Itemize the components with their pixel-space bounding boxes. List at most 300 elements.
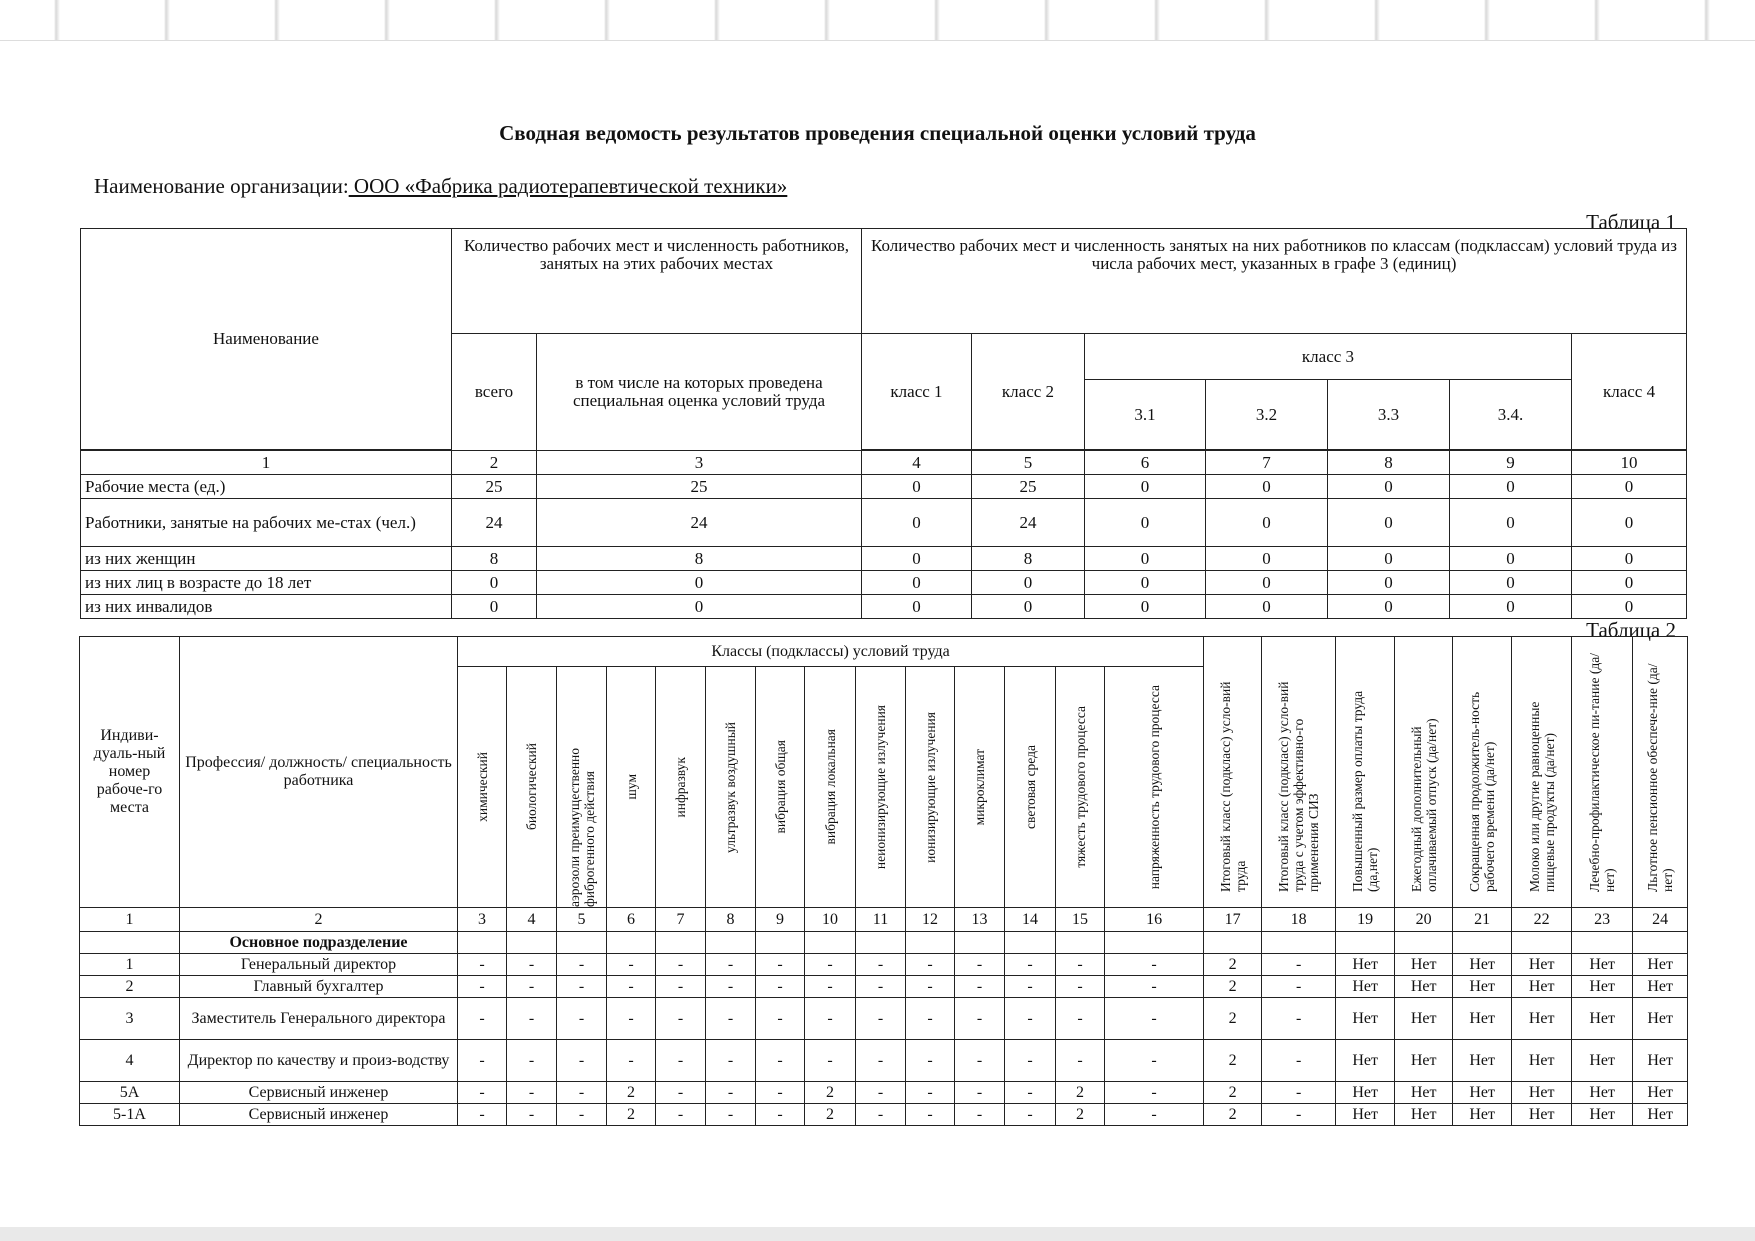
cell-value: - <box>1105 1104 1204 1126</box>
cell-value: Нет <box>1336 954 1395 976</box>
cell-value: 25 <box>452 475 537 499</box>
col-num: 11 <box>856 908 906 932</box>
cell-value: - <box>507 1040 557 1082</box>
cell-value: Нет <box>1512 1040 1572 1082</box>
col-num: 5 <box>972 451 1085 475</box>
empty-cell <box>756 932 805 954</box>
cell-value: 0 <box>1328 547 1450 571</box>
col-num: 18 <box>1262 908 1336 932</box>
col-num: 2 <box>452 451 537 475</box>
cell-value: 0 <box>1206 595 1328 619</box>
cell-value: 0 <box>1206 571 1328 595</box>
cell-value: - <box>1005 976 1056 998</box>
cell-value: 0 <box>1328 475 1450 499</box>
cell-value: - <box>557 998 607 1040</box>
cell-value: 0 <box>452 595 537 619</box>
col-num: 7 <box>1206 451 1328 475</box>
header-factor: инфразвук <box>656 667 706 908</box>
cell-value: - <box>557 976 607 998</box>
cell-value: 0 <box>1572 547 1687 571</box>
cell-value: - <box>1262 1040 1336 1082</box>
cell-value: Нет <box>1512 954 1572 976</box>
empty-cell <box>955 932 1005 954</box>
cell-value: Нет <box>1572 1082 1633 1104</box>
cell-value: 0 <box>1085 475 1206 499</box>
cell-value: 0 <box>862 595 972 619</box>
cell-value: Нет <box>1633 1082 1688 1104</box>
cell-value: Нет <box>1512 998 1572 1040</box>
scan-bottom-edge <box>0 1227 1755 1241</box>
row-label: из них лиц в возрасте до 18 лет <box>81 571 452 595</box>
col-num: 4 <box>862 451 972 475</box>
empty-cell <box>805 932 856 954</box>
empty-cell <box>80 932 180 954</box>
cell-value: Нет <box>1512 1104 1572 1126</box>
cell-value: 0 <box>1572 595 1687 619</box>
header-extra: Льготное пенсионное обеспече-ние (да/нет) <box>1633 637 1688 908</box>
workplace-id: 2 <box>80 976 180 998</box>
col-num: 10 <box>1572 451 1687 475</box>
cell-value: - <box>906 1104 955 1126</box>
cell-value: - <box>1105 1040 1204 1082</box>
header-extra: Ежегодный дополнительный оплачиваемый отпуск (да/нет) <box>1395 637 1453 908</box>
cell-value: 0 <box>972 595 1085 619</box>
cell-value: 0 <box>1328 571 1450 595</box>
cell-value: - <box>458 1104 507 1126</box>
empty-cell <box>1336 932 1395 954</box>
cell-value: - <box>656 1104 706 1126</box>
cell-value: - <box>607 954 656 976</box>
cell-value: - <box>1005 1040 1056 1082</box>
cell-value: - <box>1262 976 1336 998</box>
header-workplace-id: Индиви-дуаль-ный номер рабоче-го места <box>80 637 180 908</box>
cell-value: 0 <box>537 595 862 619</box>
cell-value: - <box>955 1040 1005 1082</box>
header-class4: класс 4 <box>1572 334 1687 450</box>
col-num: 8 <box>1328 451 1450 475</box>
empty-cell <box>458 932 507 954</box>
row-label: из них женщин <box>81 547 452 571</box>
workplace-id: 3 <box>80 998 180 1040</box>
cell-value: - <box>856 1104 906 1126</box>
profession: Генеральный директор <box>180 954 458 976</box>
cell-value: 2 <box>1204 954 1262 976</box>
cell-value: - <box>557 954 607 976</box>
profession: Сервисный инженер <box>180 1104 458 1126</box>
empty-cell <box>706 932 756 954</box>
row-label: Работники, занятые на рабочих ме-стах (чел.) <box>81 499 452 547</box>
cell-value: 24 <box>452 499 537 547</box>
cell-value: Нет <box>1572 998 1633 1040</box>
cell-value: - <box>557 1040 607 1082</box>
cell-value: 0 <box>862 571 972 595</box>
col-num: 4 <box>507 908 557 932</box>
cell-value: 2 <box>1204 976 1262 998</box>
header-factor: шум <box>607 667 656 908</box>
cell-value: - <box>1005 1104 1056 1126</box>
organization-label: Наименование организации: <box>94 174 349 198</box>
cell-value: - <box>805 954 856 976</box>
cell-value: - <box>706 998 756 1040</box>
cell-value: Нет <box>1572 1104 1633 1126</box>
organization-line <box>94 174 787 199</box>
cell-value: 2 <box>1204 1082 1262 1104</box>
cell-value: 0 <box>1572 475 1687 499</box>
col-num: 12 <box>906 908 955 932</box>
col-num: 24 <box>1633 908 1688 932</box>
header-class1: класс 1 <box>862 334 972 450</box>
empty-cell <box>1105 932 1204 954</box>
cell-value: Нет <box>1336 998 1395 1040</box>
cell-value: - <box>656 954 706 976</box>
cell-value: - <box>656 1040 706 1082</box>
cell-value: - <box>458 1040 507 1082</box>
cell-value: 0 <box>1085 571 1206 595</box>
empty-cell <box>906 932 955 954</box>
cell-value: - <box>458 1082 507 1104</box>
empty-cell <box>607 932 656 954</box>
cell-value: - <box>557 1082 607 1104</box>
cell-value: - <box>706 954 756 976</box>
header-c33: 3.3 <box>1328 380 1450 450</box>
workplace-table-body <box>80 908 1688 1126</box>
table-row <box>80 998 1688 1040</box>
column-number-row <box>80 908 1688 932</box>
cell-value: 0 <box>1085 499 1206 547</box>
cell-value: - <box>955 1082 1005 1104</box>
workplace-id: 5-1А <box>80 1104 180 1126</box>
cell-value: - <box>706 1040 756 1082</box>
cell-value: - <box>507 976 557 998</box>
cell-value: Нет <box>1633 1104 1688 1126</box>
cell-value: 25 <box>537 475 862 499</box>
cell-value: - <box>1262 998 1336 1040</box>
cell-value: - <box>656 1082 706 1104</box>
cell-value: Нет <box>1633 998 1688 1040</box>
cell-value: 0 <box>1450 571 1572 595</box>
col-num: 3 <box>537 451 862 475</box>
empty-cell <box>557 932 607 954</box>
header-classes: Классы (подклассы) условий труда <box>458 637 1204 667</box>
col-num: 3 <box>458 908 507 932</box>
cell-value: - <box>1262 1104 1336 1126</box>
cell-value: - <box>1056 1040 1105 1082</box>
cell-value: Нет <box>1395 954 1453 976</box>
empty-cell <box>1453 932 1512 954</box>
cell-value: 0 <box>1450 595 1572 619</box>
cell-value: 0 <box>1206 547 1328 571</box>
table-row <box>81 475 1687 499</box>
cell-value: - <box>607 976 656 998</box>
row-label: из них инвалидов <box>81 595 452 619</box>
profession: Главный бухгалтер <box>180 976 458 998</box>
cell-value: Нет <box>1395 976 1453 998</box>
workplace-id: 1 <box>80 954 180 976</box>
cell-value: - <box>756 998 805 1040</box>
cell-value: - <box>1105 976 1204 998</box>
cell-value: Нет <box>1512 1082 1572 1104</box>
header-factor: химический <box>458 667 507 908</box>
empty-cell <box>1056 932 1105 954</box>
empty-cell <box>656 932 706 954</box>
cell-value: 2 <box>1056 1082 1105 1104</box>
col-num: 14 <box>1005 908 1056 932</box>
cell-value: 0 <box>1450 547 1572 571</box>
column-number-row <box>81 451 1687 475</box>
cell-value: - <box>805 1040 856 1082</box>
empty-cell <box>1512 932 1572 954</box>
cell-value: - <box>1105 954 1204 976</box>
header-c34: 3.4. <box>1450 380 1572 450</box>
cell-value: Нет <box>1395 1104 1453 1126</box>
cell-value: Нет <box>1453 1040 1512 1082</box>
header-factor: аэрозоли преимущественно фиброгенного действия <box>557 667 607 908</box>
cell-value: 8 <box>452 547 537 571</box>
cell-value: - <box>906 954 955 976</box>
cell-value: - <box>856 954 906 976</box>
summary-table-body <box>81 475 1687 619</box>
document-title: Сводная ведомость результатов проведения специальной оценки условий труда <box>499 121 1256 145</box>
col-num: 21 <box>1453 908 1512 932</box>
profession: Заместитель Генерального директора <box>180 998 458 1040</box>
cell-value: 0 <box>1450 499 1572 547</box>
header-by-class: Количество рабочих мест и численность занятых на них работников по классам (подклассам) условий труда из числа рабочих мест, указанных в графе 3 (единиц) <box>862 229 1687 334</box>
table2-label: Таблица 2 <box>1586 618 1676 642</box>
col-num: 8 <box>706 908 756 932</box>
cell-value: - <box>856 1040 906 1082</box>
cell-value: - <box>1005 998 1056 1040</box>
table-row <box>80 1082 1688 1104</box>
col-num: 1 <box>80 908 180 932</box>
cell-value: - <box>955 1104 1005 1126</box>
col-num: 19 <box>1336 908 1395 932</box>
header-factor: вибрация общая <box>756 667 805 908</box>
cell-value: - <box>1105 1082 1204 1104</box>
header-factor: неионизирующие излучения <box>856 667 906 908</box>
col-num: 22 <box>1512 908 1572 932</box>
cell-value: Нет <box>1572 1040 1633 1082</box>
cell-value: 0 <box>452 571 537 595</box>
empty-cell <box>1204 932 1262 954</box>
table-row <box>80 954 1688 976</box>
header-extra: Сокращенная продолжитель-ность рабочего времени (да/нет) <box>1453 637 1512 908</box>
cell-value: - <box>906 1082 955 1104</box>
cell-value: Нет <box>1633 1040 1688 1082</box>
cell-value: - <box>706 1104 756 1126</box>
header-factor: световая среда <box>1005 667 1056 908</box>
col-num: 16 <box>1105 908 1204 932</box>
binding-holes <box>0 0 1755 41</box>
header-extra: Лечебно-профилактическое пи-тание (да/нет) <box>1572 637 1633 908</box>
cell-value: - <box>856 998 906 1040</box>
cell-value: 2 <box>1204 1104 1262 1126</box>
cell-value: - <box>458 954 507 976</box>
cell-value: 2 <box>1204 998 1262 1040</box>
cell-value: - <box>856 1082 906 1104</box>
header-c32: 3.2 <box>1206 380 1328 450</box>
header-factor: тяжесть трудового процесса <box>1056 667 1105 908</box>
section-row <box>80 932 1688 954</box>
cell-value: - <box>756 976 805 998</box>
cell-value: Нет <box>1336 1040 1395 1082</box>
cell-value: 0 <box>1085 595 1206 619</box>
cell-value: Нет <box>1453 1104 1512 1126</box>
table-row <box>81 499 1687 547</box>
cell-value: 2 <box>1204 1040 1262 1082</box>
table-row <box>81 571 1687 595</box>
table-row <box>81 547 1687 571</box>
cell-value: - <box>507 954 557 976</box>
cell-value: 0 <box>1206 499 1328 547</box>
cell-value: - <box>458 998 507 1040</box>
cell-value: - <box>1262 1082 1336 1104</box>
cell-value: - <box>557 1104 607 1126</box>
cell-value: - <box>756 1082 805 1104</box>
cell-value: Нет <box>1453 998 1512 1040</box>
cell-value: - <box>656 976 706 998</box>
cell-value: Нет <box>1395 1082 1453 1104</box>
col-num: 13 <box>955 908 1005 932</box>
table1-label: Таблица 1 <box>1586 210 1676 234</box>
empty-cell <box>856 932 906 954</box>
organization-name: ООО «Фабрика радиотерапевтической техники» <box>348 174 788 198</box>
cell-value: Нет <box>1572 976 1633 998</box>
cell-value: 0 <box>1572 571 1687 595</box>
cell-value: 8 <box>972 547 1085 571</box>
cell-value: 2 <box>805 1082 856 1104</box>
cell-value: - <box>805 998 856 1040</box>
col-num: 20 <box>1395 908 1453 932</box>
cell-value: Нет <box>1453 976 1512 998</box>
empty-cell <box>1262 932 1336 954</box>
cell-value: 0 <box>972 571 1085 595</box>
col-num: 7 <box>656 908 706 932</box>
col-num: 9 <box>1450 451 1572 475</box>
cell-value: Нет <box>1395 998 1453 1040</box>
cell-value: Нет <box>1512 976 1572 998</box>
empty-cell <box>1572 932 1633 954</box>
workplace-table <box>79 636 1688 1126</box>
cell-value: - <box>1105 998 1204 1040</box>
cell-value: Нет <box>1395 1040 1453 1082</box>
profession: Директор по качеству и произ-водству <box>180 1040 458 1082</box>
cell-value: 0 <box>1328 595 1450 619</box>
cell-value: 2 <box>607 1082 656 1104</box>
col-num: 10 <box>805 908 856 932</box>
cell-value: - <box>607 1040 656 1082</box>
cell-value: - <box>507 998 557 1040</box>
header-profession: Профессия/ должность/ специальность работника <box>180 637 458 908</box>
cell-value: Нет <box>1633 954 1688 976</box>
cell-value: 0 <box>862 475 972 499</box>
header-extra: Итоговый класс (подкласс) усло-вий труда с учетом эффективно-го применения СИЗ <box>1262 637 1336 908</box>
cell-value: - <box>458 976 507 998</box>
cell-value: - <box>805 976 856 998</box>
header-total: всего <box>452 334 537 451</box>
cell-value: 8 <box>537 547 862 571</box>
table-row <box>81 595 1687 619</box>
header-factor: напряженность трудового процесса <box>1105 667 1204 908</box>
col-num: 6 <box>607 908 656 932</box>
header-assessed: в том числе на которых проведена специальная оценка условий труда <box>537 334 862 451</box>
empty-cell <box>507 932 557 954</box>
header-factor: микроклимат <box>955 667 1005 908</box>
profession: Сервисный инженер <box>180 1082 458 1104</box>
empty-cell <box>1005 932 1056 954</box>
col-num: 9 <box>756 908 805 932</box>
table-row <box>80 1040 1688 1082</box>
cell-value: - <box>756 954 805 976</box>
cell-value: - <box>1056 998 1105 1040</box>
cell-value: - <box>656 998 706 1040</box>
cell-value: 0 <box>862 499 972 547</box>
cell-value: - <box>1005 954 1056 976</box>
cell-value: - <box>706 1082 756 1104</box>
cell-value: - <box>607 998 656 1040</box>
header-class3: класс 3 <box>1085 334 1572 380</box>
cell-value: - <box>706 976 756 998</box>
col-num: 6 <box>1085 451 1206 475</box>
cell-value: 0 <box>1085 547 1206 571</box>
cell-value: 0 <box>1328 499 1450 547</box>
header-extra: Повышенный размер оплаты труда (да,нет) <box>1336 637 1395 908</box>
cell-value: - <box>1005 1082 1056 1104</box>
col-num: 15 <box>1056 908 1105 932</box>
cell-value: 24 <box>537 499 862 547</box>
cell-value: 0 <box>1450 475 1572 499</box>
table-row <box>80 976 1688 998</box>
cell-value: - <box>507 1104 557 1126</box>
cell-value: Нет <box>1572 954 1633 976</box>
summary-table <box>80 228 1687 619</box>
header-c31: 3.1 <box>1085 380 1206 450</box>
cell-value: 0 <box>862 547 972 571</box>
header-workplaces: Количество рабочих мест и численность работников, занятых на этих рабочих местах <box>452 229 862 334</box>
header-extra: Молоко или другие равноценные пищевые продукты (да/нет) <box>1512 637 1572 908</box>
header-factor: вибрация локальная <box>805 667 856 908</box>
cell-value: - <box>906 1040 955 1082</box>
cell-value: - <box>1056 954 1105 976</box>
cell-value: 2 <box>805 1104 856 1126</box>
cell-value: - <box>856 976 906 998</box>
cell-value: - <box>756 1040 805 1082</box>
cell-value: Нет <box>1336 976 1395 998</box>
cell-value: - <box>955 954 1005 976</box>
cell-value: Нет <box>1453 954 1512 976</box>
cell-value: 0 <box>1572 499 1687 547</box>
row-label: Рабочие места (ед.) <box>81 475 452 499</box>
header-class2: класс 2 <box>972 334 1085 450</box>
cell-value: - <box>1262 954 1336 976</box>
col-num: 5 <box>557 908 607 932</box>
cell-value: - <box>955 976 1005 998</box>
cell-value: - <box>906 976 955 998</box>
cell-value: 2 <box>1056 1104 1105 1126</box>
col-num: 1 <box>81 451 452 475</box>
cell-value: 0 <box>1206 475 1328 499</box>
header-name: Наименование <box>81 229 452 450</box>
empty-cell <box>1395 932 1453 954</box>
section-title: Основное подразделение <box>180 932 458 954</box>
cell-value: - <box>507 1082 557 1104</box>
col-num: 17 <box>1204 908 1262 932</box>
col-num: 2 <box>180 908 458 932</box>
cell-value: 24 <box>972 499 1085 547</box>
cell-value: - <box>906 998 955 1040</box>
header-extra: Итоговый класс (подкласс) усло-вий труда <box>1204 637 1262 908</box>
table-row <box>80 1104 1688 1126</box>
workplace-id: 5А <box>80 1082 180 1104</box>
